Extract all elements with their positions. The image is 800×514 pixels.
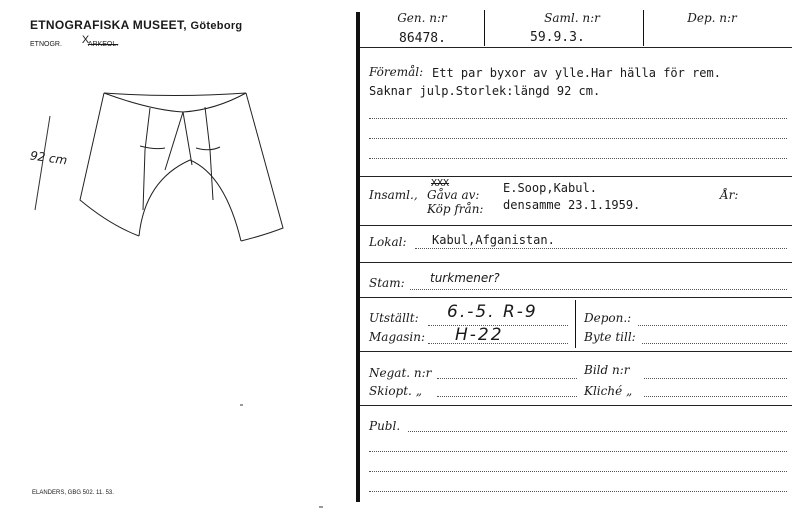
utstallt-divider bbox=[575, 300, 576, 348]
magasin-value: H-22 bbox=[455, 325, 504, 345]
lokal-label: Lokal: bbox=[369, 235, 407, 249]
printer-note: ELANDERS, GBG 502. 11. 53. bbox=[32, 490, 114, 496]
stam-label: Stam: bbox=[369, 276, 405, 290]
skiopt-label: Skiopt. „ bbox=[369, 384, 422, 398]
museum-city: Göteborg bbox=[190, 20, 243, 32]
gen-nr-label: Gen. n:r bbox=[397, 11, 447, 25]
dotted-line bbox=[638, 325, 787, 326]
dotted-line bbox=[369, 118, 787, 119]
trousers-sketch bbox=[0, 0, 330, 514]
publ-label: Publ. bbox=[369, 419, 401, 433]
card-left-border bbox=[356, 12, 360, 502]
gava-label: Gåva av: bbox=[427, 188, 480, 202]
rule-magasin bbox=[360, 351, 792, 352]
saml-nr-value: 59.9.3. bbox=[530, 30, 585, 45]
ar-label: År: bbox=[720, 188, 739, 202]
utstallt-value: 6.-5. R-9 bbox=[447, 302, 538, 322]
rule-stam bbox=[360, 297, 792, 298]
museum-name: ETNOGRAFISKA MUSEET, bbox=[30, 18, 187, 32]
saml-nr-label: Saml. n:r bbox=[544, 11, 600, 25]
dotted-line bbox=[415, 248, 787, 249]
magasin-label: Magasin: bbox=[369, 330, 426, 344]
dept-prefix: ETNOGR. bbox=[30, 41, 62, 48]
dotted-line bbox=[644, 378, 787, 379]
dotted-line bbox=[437, 396, 577, 397]
dotted-line bbox=[410, 289, 787, 290]
gen-nr-value: 86478. bbox=[399, 31, 446, 46]
rule-insaml bbox=[360, 225, 792, 226]
utstallt-label: Utställt: bbox=[369, 311, 419, 325]
foremal-line2: Saknar julp.Storlek:längd 92 cm. bbox=[369, 84, 601, 98]
kop-label: Köp från: bbox=[427, 202, 484, 216]
bild-label: Bild n:r bbox=[584, 363, 630, 377]
dotted-line bbox=[642, 343, 787, 344]
dotted-line bbox=[428, 343, 568, 344]
dept-struck: ARKEOL. bbox=[87, 41, 119, 48]
dotted-line bbox=[369, 471, 787, 472]
dotted-line bbox=[428, 325, 568, 326]
dept-overwrite: X bbox=[81, 34, 90, 46]
dotted-line bbox=[369, 491, 787, 492]
size-annotation: 92 cm bbox=[29, 148, 69, 168]
dep-nr-label: Dep. n:r bbox=[687, 11, 737, 25]
dotted-line bbox=[369, 138, 787, 139]
dotted-line bbox=[437, 378, 577, 379]
dotted-line bbox=[369, 158, 787, 159]
kop-value: densamme 23.1.1959. bbox=[503, 198, 641, 212]
foremal-line1: Ett par byxor av ylle.Har hälla för rem. bbox=[432, 66, 721, 80]
rule-header bbox=[360, 47, 792, 48]
header-divider-1 bbox=[484, 10, 485, 46]
rule-skiopt bbox=[360, 405, 792, 406]
negat-label: Negat. n:r bbox=[369, 366, 432, 380]
kliche-label: Kliché „ bbox=[584, 384, 633, 398]
byte-label: Byte till: bbox=[584, 330, 636, 344]
foremal-label: Föremål: bbox=[369, 65, 424, 79]
depon-label: Depon.: bbox=[584, 311, 632, 325]
rule-foremal bbox=[360, 176, 792, 177]
stam-value: turkmener? bbox=[430, 271, 500, 285]
dotted-line bbox=[408, 431, 787, 432]
dotted-line bbox=[369, 451, 787, 452]
rule-lokal bbox=[360, 262, 792, 263]
insaml-label: Insaml., bbox=[369, 188, 418, 202]
gava-value: E.Soop,Kabul. bbox=[503, 181, 597, 195]
gava-struck: XXX bbox=[431, 178, 450, 189]
lokal-value: Kabul,Afganistan. bbox=[432, 233, 555, 247]
header-divider-2 bbox=[643, 10, 644, 46]
dotted-line bbox=[644, 396, 787, 397]
